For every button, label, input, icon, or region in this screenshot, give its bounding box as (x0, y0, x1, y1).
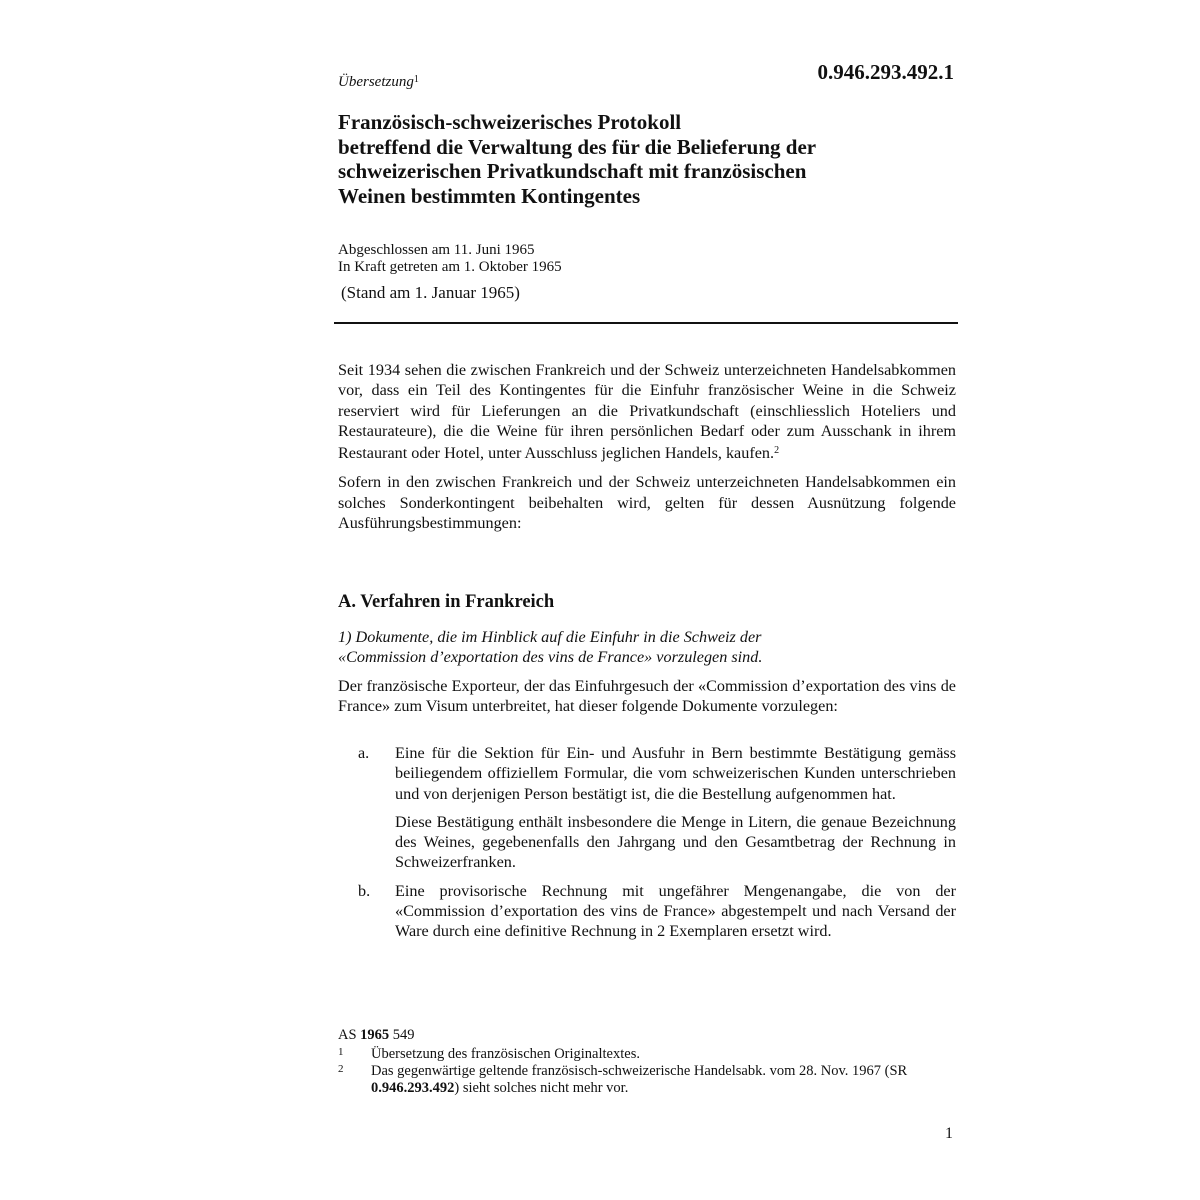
list-item-label: b. (358, 881, 371, 900)
footnote (338, 1046, 956, 1063)
footnote-text: Das gegenwärtige geltende französisch-schweizerische Handelsabk. vom 28. Nov. 1967 (SR (371, 1063, 908, 1079)
list-item-label: a. (358, 744, 370, 762)
sr-number: 0.946.293.492.1 (817, 60, 954, 84)
document-meta (338, 242, 956, 276)
footnote-text: Übersetzung des französischen Originaltextes. (371, 1046, 640, 1062)
footnote-ref-2[interactable]: 2 (774, 445, 780, 457)
title-line: betreffend die Verwaltung des für die Belieferung der (338, 134, 817, 159)
footnote-text: ) sieht solches nicht mehr vor. (454, 1080, 629, 1096)
status-date: (Stand am 1. Januar 1965) (341, 283, 520, 302)
in-force-date: In Kraft getreten am 1. Oktober 1965 (338, 259, 562, 275)
footnote-ref-1[interactable]: 1 (413, 74, 419, 85)
subheading-line: 1) Dokumente, die im Hinblick auf die Einfuhr in die Schweiz der (338, 628, 762, 646)
footnote-number: 1 (338, 1046, 344, 1058)
as-year: 1965 (360, 1027, 390, 1043)
document-title (338, 110, 956, 208)
as-reference (338, 1027, 956, 1044)
title-line: Weinen bestimmten Kontingentes (338, 183, 641, 208)
footnote-number: 2 (338, 1063, 344, 1075)
section-a-heading: A. Verfahren in Frankreich (338, 592, 555, 612)
page-number: 1 (945, 1125, 953, 1142)
title-line: Französisch-schweizerisches Protokoll (338, 110, 682, 134)
title-line: schweizerischen Privatkundschaft mit französischen (338, 159, 807, 183)
header-divider (334, 322, 958, 324)
list-item-text: Eine provisorische Rechnung mit ungefährer Mengenangabe, die von der «Commission d’exportation des vins de France» abgestempelt und nach Versand der Ware durch eine definitive Rechnung in 2 Exemplaren ersetzt wird. (395, 881, 956, 941)
subheading-line: «Commission d’exportation des vins de France» vorzulegen sind. (338, 648, 763, 667)
footnotes (338, 1046, 956, 1097)
intro-paragraph (338, 360, 956, 463)
footnote (338, 1063, 956, 1097)
intro-paragraph-text: Seit 1934 sehen die zwischen Frankreich und der Schweiz unterzeichneten Handelsabkommen vor, dass ein Teil des Kontingentes für die Einfuhr französischer Weine in die Schweiz reserviert wird für Lieferungen an die Privatkundschaft (einschliesslich Hoteliers und Restaurateure), die die Weine für ihren persönlichen Bedarf oder zum Ausschank in ihrem Restaurant oder Hotel, unter Ausschluss jeglichen Handels, kaufen. (338, 361, 956, 463)
as-page: 549 (392, 1027, 415, 1043)
list-item-text: Diese Bestätigung enthält insbesondere die Menge in Litern, die genaue Bezeichnung des Weines, gegebenenfalls den Jahrgang und den Gesamtbetrag der Rechnung in Schweizerfranken. (395, 812, 956, 872)
document-list (338, 743, 956, 950)
intro-paragraph: Sofern in den zwischen Frankreich und der Schweiz unterzeichneten Handelsabkommen ein solches Sonderkontingent beibehalten wird, gelten für dessen Ausnützung folgende Ausführungsbestimmungen: (338, 473, 956, 533)
list-item (338, 743, 956, 873)
as-prefix: AS (338, 1027, 357, 1043)
sr-link[interactable]: 0.946.293.492 (371, 1080, 455, 1096)
list-item (338, 881, 956, 942)
list-item-text: Eine für die Sektion für Ein- und Ausfuhr in Bern bestimmte Bestätigung gemäss beiliegendem offiziellem Formular, die vom schweizerischen Kunden unterschrieben und von derjenigen Person bestätigt ist, die die Bestellung aufgenommen hat. (395, 744, 956, 803)
intro-section (338, 360, 956, 542)
exporter-paragraph: Der französische Exporteur, der das Einfuhrgesuch der «Commission d’exportation des vins de France» zum Visum unterbreitet, hat dieser folgende Dokumente vorzulegen: (338, 677, 956, 716)
section-a-subheading (338, 627, 956, 668)
translation-text: Übersetzung (338, 74, 414, 90)
concluded-date: Abgeschlossen am 11. Juni 1965 (338, 242, 535, 258)
